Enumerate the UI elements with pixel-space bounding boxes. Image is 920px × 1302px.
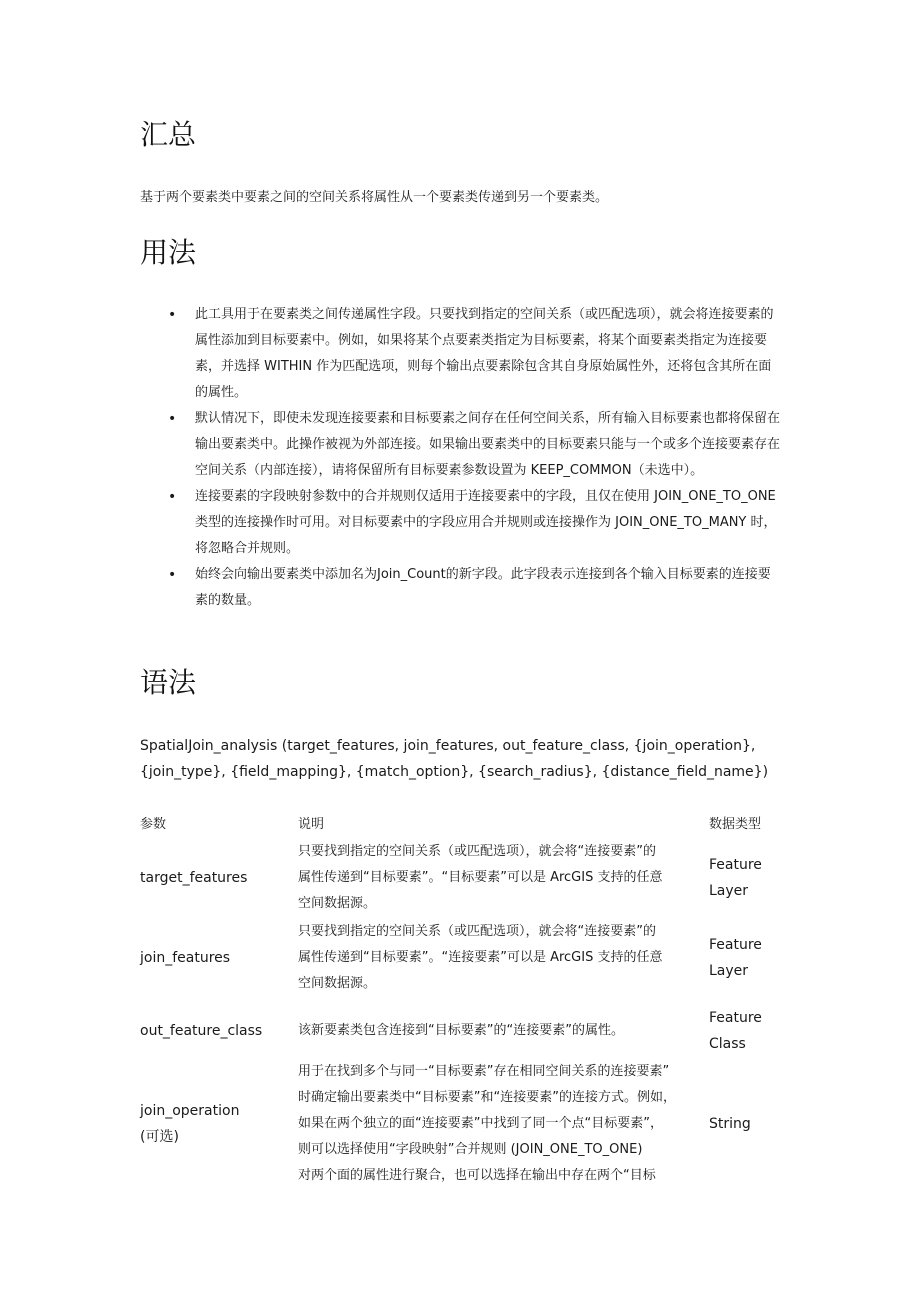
parameter-table xyxy=(140,812,800,1191)
param-description xyxy=(298,839,708,917)
description-line: 该新要素类包含连接到“目标要素”的“连接要素”的属性。 xyxy=(298,1023,624,1038)
datatype-line: Layer xyxy=(709,963,749,979)
param-optional-label: (可选) xyxy=(140,1129,179,1145)
param-name: target_features xyxy=(140,870,248,886)
usage-item-text: 此工具用于在要素类之间传递属性字段。只要找到指定的空间关系（或匹配选项），就会将连接要素的属性添加到目标要素中。例如，如果将某个点要素类指定为目标要素，将某个面要素类指定为连接要素，并选择 WITHIN 作为匹配选项，则每个输出点要素除包含其自身原始属性外，还将包含其所在面的属性。 xyxy=(195,307,774,400)
usage-item-text: 默认情况下，即使未发现连接要素和目标要素之间存在任何空间关系，所有输入目标要素也都将保留在输出要素类中。此操作被视为外部连接。如果输出要素类中的目标要素只能与一个或多个连接要素存在空间关系（内部连接），请将保留所有目标要素参数设置为 KEEP_COMMON（未选中）。 xyxy=(195,411,781,478)
datatype-line: Class xyxy=(709,1036,746,1052)
table-row xyxy=(140,839,800,917)
param-name: join_features xyxy=(140,950,231,966)
usage-item-text: 连接要素的字段映射参数中的合并规则仅适用于连接要素中的字段，且仅在使用 JOIN_ONE_TO_ONE类型的连接操作时可用。对目标要素中的字段应用合并规则或连接操作为 JOIN_ONE_TO_MANY 时，将忽略合并规则。 xyxy=(195,489,777,556)
description-line: 时确定输出要素类中“目标要素”和“连接要素”的连接方式。例如， xyxy=(298,1090,676,1105)
param-description xyxy=(298,919,708,997)
header-datatype: 数据类型 xyxy=(709,817,762,832)
usage-list xyxy=(140,302,782,614)
datatype-line: Feature xyxy=(709,937,762,953)
bullet-icon: • xyxy=(168,307,177,323)
description-line: 空间数据源。 xyxy=(298,896,377,911)
bullet-icon: • xyxy=(168,567,177,583)
datatype-line: Feature xyxy=(709,857,762,873)
table-row xyxy=(140,1059,800,1191)
table-header-row xyxy=(140,812,800,838)
param-datatype xyxy=(709,1005,789,1057)
param-description xyxy=(298,1059,708,1189)
summary-heading: 汇总 xyxy=(140,118,197,151)
description-line: 对两个面的属性进行聚合，也可以选择在输出中存在两个“目标 xyxy=(298,1168,656,1183)
description-line: 属性传递到“目标要素”。“目标要素”可以是 ArcGIS 支持的任意 xyxy=(298,870,663,885)
header-param: 参数 xyxy=(140,817,167,832)
summary-paragraph: 基于两个要素类中要素之间的空间关系将属性从一个要素类传递到另一个要素类。 xyxy=(140,190,609,205)
param-datatype xyxy=(709,852,789,904)
param-datatype xyxy=(709,1111,789,1137)
datatype-line: String xyxy=(709,1116,751,1132)
description-line: 则可以选择使用“字段映射”合并规则 (JOIN_ONE_TO_ONE) xyxy=(298,1142,643,1157)
description-line: 空间数据源。 xyxy=(298,976,377,991)
table-row xyxy=(140,919,800,1001)
usage-heading: 用法 xyxy=(140,236,197,269)
param-description xyxy=(298,1018,708,1044)
usage-item xyxy=(140,562,782,614)
description-line: 只要找到指定的空间关系（或匹配选项），就会将“连接要素”的 xyxy=(298,844,656,859)
description-line: 只要找到指定的空间关系（或匹配选项），就会将“连接要素”的 xyxy=(298,924,656,939)
datatype-line: Layer xyxy=(709,883,749,899)
param-name: join_operation xyxy=(140,1103,240,1119)
description-line: 属性传递到“目标要素”。“连接要素”可以是 ArcGIS 支持的任意 xyxy=(298,950,663,965)
bullet-icon: • xyxy=(168,411,177,427)
usage-item-text: 始终会向输出要素类中添加名为Join_Count的新字段。此字段表示连接到各个输入目标要素的连接要素的数量。 xyxy=(195,567,771,608)
description-line: 用于在找到多个与同一“目标要素”存在相同空间关系的连接要素” xyxy=(298,1064,670,1079)
param-datatype xyxy=(709,932,789,984)
usage-item xyxy=(140,302,782,406)
param-name-block xyxy=(140,1098,290,1150)
description-line: 如果在两个独立的面“连接要素”中找到了同一个点“目标要素”， xyxy=(298,1116,663,1131)
syntax-signature: SpatialJoin_analysis (target_features, join_features, out_feature_class, {join_operation}, {join_type}, {field_mapping}, {match_option}, {search_radius}, {distance_field_name}) xyxy=(140,738,769,780)
bullet-icon: • xyxy=(168,489,177,505)
header-description: 说明 xyxy=(298,817,325,832)
table-row xyxy=(140,1005,800,1057)
datatype-line: Feature xyxy=(709,1010,762,1026)
param-name: out_feature_class xyxy=(140,1023,263,1039)
usage-item xyxy=(140,484,782,562)
syntax-heading: 语法 xyxy=(140,666,197,699)
usage-item xyxy=(140,406,782,484)
